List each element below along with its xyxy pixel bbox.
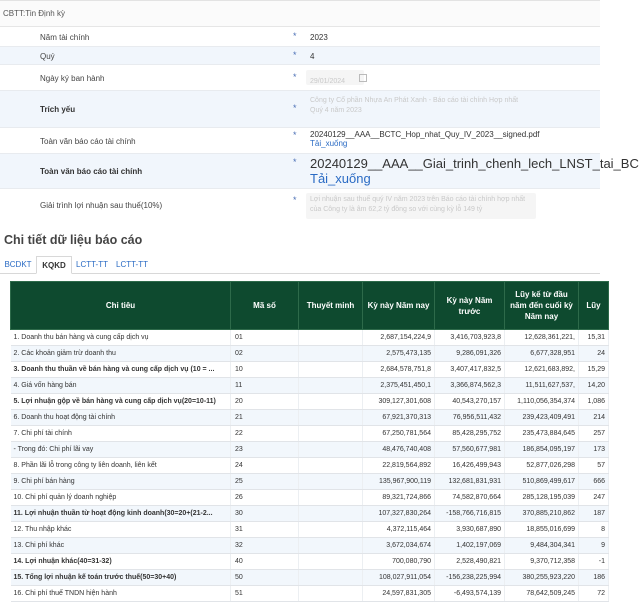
row-note (299, 554, 363, 570)
col-header-ytd: Lũy kế từ đầu năm đến cuối kỳ Năm nay (505, 282, 579, 330)
table-row (11, 522, 609, 538)
row-ytd-prev: 214 (579, 410, 609, 426)
row-previous: 76,956,511,432 (435, 410, 505, 426)
profit-explanation-label: Giải trình lợi nhuận sau thuế(10%) (40, 201, 163, 210)
explanation-file-label: Toàn văn báo cáo tài chính (40, 167, 143, 176)
row-code: 23 (231, 442, 299, 458)
row-indicator: 14. Lợi nhuận khác(40=31-32) (11, 554, 231, 570)
col-header-current: Kỳ này Năm nay (363, 282, 435, 330)
calendar-icon[interactable] (359, 74, 367, 82)
row-code: 32 (231, 538, 299, 554)
row-note (299, 570, 363, 586)
row-code: 21 (231, 410, 299, 426)
row-ytd-prev: 8 (579, 522, 609, 538)
fiscal-year-value[interactable]: 2023 (310, 33, 328, 42)
row-ytd: 52,877,026,298 (505, 458, 579, 474)
full-report-file (310, 130, 540, 148)
quarter-value[interactable]: 4 (310, 52, 315, 61)
fiscal-year-label: Năm tài chính (40, 33, 90, 42)
row-indicator: 8. Phần lãi lỗ trong công ty liên doanh, liên kết (11, 458, 231, 474)
row-indicator: 4. Giá vốn hàng bán (11, 378, 231, 394)
row-indicator: 11. Lợi nhuận thuần từ hoạt động kinh doanh(30=20+(21-2... (11, 506, 231, 522)
row-indicator: 5. Lợi nhuận gộp về bán hàng và cung cấp dịch vụ(20=10-11) (11, 394, 231, 410)
row-note (299, 442, 363, 458)
table-row (11, 410, 609, 426)
row-note (299, 410, 363, 426)
row-ytd: 12,628,361,221, (505, 330, 579, 346)
row-indicator: 16. Chi phí thuế TNDN hiện hành (11, 586, 231, 602)
row-note (299, 394, 363, 410)
row-note (299, 362, 363, 378)
row-code: 22 (231, 426, 299, 442)
row-ytd: 239,423,409,491 (505, 410, 579, 426)
row-ytd-prev: 173 (579, 442, 609, 458)
row-note (299, 538, 363, 554)
row-code: 51 (231, 586, 299, 602)
row-current: 108,027,911,054 (363, 570, 435, 586)
row-previous: 2,528,490,821 (435, 554, 505, 570)
row-note (299, 346, 363, 362)
col-header-indicator: Chỉ tiêu (11, 282, 231, 330)
profit-explanation-field[interactable] (306, 193, 536, 219)
row-ytd: 510,869,499,617 (505, 474, 579, 490)
required-marker: * (293, 72, 297, 82)
row-previous: 3,930,687,890 (435, 522, 505, 538)
row-current: 2,575,473,135 (363, 346, 435, 362)
profit-explanation-value: Lợi nhuận sau thuế quý IV năm 2023 trên Báo cáo tài chính hợp nhất của Công ty là âm 62,2 tỷ đồng so với cùng kỳ lỗ 149 tỷ (310, 196, 526, 213)
row-code: 25 (231, 474, 299, 490)
row-ytd-prev: 57 (579, 458, 609, 474)
row-indicator: 3. Doanh thu thuần về bán hàng và cung cấp dịch vụ (10 = ... (11, 362, 231, 378)
row-ytd: 380,255,923,220 (505, 570, 579, 586)
row-ytd-prev: 9 (579, 538, 609, 554)
row-ytd: 186,854,095,197 (505, 442, 579, 458)
row-current: 22,819,564,892 (363, 458, 435, 474)
row-current: 4,372,115,464 (363, 522, 435, 538)
row-current: 2,684,578,751,8 (363, 362, 435, 378)
download-link[interactable]: Tải_xuống (310, 171, 371, 186)
row-indicator: - Trong đó: Chi phí lãi vay (11, 442, 231, 458)
row-ytd: 285,128,195,039 (505, 490, 579, 506)
row-previous: -156,238,225,994 (435, 570, 505, 586)
row-indicator: 15. Tổng lợi nhuận kế toán trước thuế(50=30+40) (11, 570, 231, 586)
row-ytd-prev: 15,29 (579, 362, 609, 378)
form-row-profit-explanation (0, 189, 600, 221)
row-indicator: 13. Chi phí khác (11, 538, 231, 554)
row-ytd-prev: 72 (579, 586, 609, 602)
row-ytd-prev: 14,20 (579, 378, 609, 394)
download-link[interactable]: Tải_xuống (310, 139, 348, 148)
row-indicator: 9. Chi phí bán hàng (11, 474, 231, 490)
row-code: 50 (231, 570, 299, 586)
row-current: 107,327,830,264 (363, 506, 435, 522)
issue-date-value: 29/01/2024 (310, 78, 346, 85)
required-marker: * (293, 130, 297, 140)
row-code: 31 (231, 522, 299, 538)
required-marker: * (293, 157, 297, 167)
issue-date-field[interactable] (306, 70, 364, 85)
row-code: 40 (231, 554, 299, 570)
row-previous: -6,493,574,139 (435, 586, 505, 602)
col-header-previous: Kỳ này Năm trước (435, 282, 505, 330)
col-header-ytd-prev: Lũy (579, 282, 609, 330)
row-indicator: 1. Doanh thu bán hàng và cung cấp dịch vụ (11, 330, 231, 346)
required-marker: * (293, 50, 297, 60)
income-statement-table (10, 281, 605, 600)
form-row-explanation-file (0, 154, 639, 189)
row-code: 10 (231, 362, 299, 378)
table-row (11, 506, 609, 522)
row-note (299, 586, 363, 602)
row-ytd: 370,885,210,862 (505, 506, 579, 522)
report-title: Chi tiết dữ liệu báo cáo (4, 233, 143, 247)
form-row-quarter (0, 47, 600, 65)
row-previous: 3,416,703,923,8 (435, 330, 505, 346)
row-previous: 74,582,870,664 (435, 490, 505, 506)
table-row (11, 442, 609, 458)
row-current: 135,967,900,119 (363, 474, 435, 490)
table-row (11, 346, 609, 362)
summary-field[interactable] (306, 94, 536, 124)
row-previous: 16,426,499,943 (435, 458, 505, 474)
row-current: 67,250,781,564 (363, 426, 435, 442)
announcement-form (0, 0, 639, 222)
table-row (11, 394, 609, 410)
row-note (299, 426, 363, 442)
required-marker: * (293, 103, 297, 113)
row-previous: 3,407,417,832,5 (435, 362, 505, 378)
row-current: 700,080,790 (363, 554, 435, 570)
summary-label: Trích yếu (40, 105, 76, 114)
row-code: 02 (231, 346, 299, 362)
table-row (11, 378, 609, 394)
row-ytd-prev: 187 (579, 506, 609, 522)
row-ytd-prev: 186 (579, 570, 609, 586)
explanation-file (310, 156, 639, 186)
row-ytd: 11,511,627,537, (505, 378, 579, 394)
table-row (11, 426, 609, 442)
row-indicator: 6. Doanh thu hoạt động tài chính (11, 410, 231, 426)
row-ytd-prev: 24 (579, 346, 609, 362)
row-previous: 1,402,197,069 (435, 538, 505, 554)
row-previous: 57,560,677,981 (435, 442, 505, 458)
row-previous: -158,766,716,815 (435, 506, 505, 522)
row-current: 309,127,301,608 (363, 394, 435, 410)
row-indicator: 10. Chi phí quản lý doanh nghiệp (11, 490, 231, 506)
row-current: 48,476,740,408 (363, 442, 435, 458)
row-ytd-prev: -1 (579, 554, 609, 570)
report-tabs (0, 256, 600, 274)
tab-kqkd[interactable]: KQKD (36, 256, 72, 274)
row-ytd: 1,110,056,354,374 (505, 394, 579, 410)
form-row-summary (0, 91, 600, 128)
row-note (299, 506, 363, 522)
table-row (11, 458, 609, 474)
form-row-issue-date (0, 65, 600, 91)
row-ytd: 6,677,328,951 (505, 346, 579, 362)
row-ytd: 235,473,884,645 (505, 426, 579, 442)
tab-bcdkt[interactable]: BCDKT (4, 260, 32, 269)
row-ytd-prev: 666 (579, 474, 609, 490)
required-marker: * (293, 195, 297, 205)
tab-lctt-tt-2[interactable]: LCTT-TT (116, 260, 148, 269)
table-row (11, 330, 609, 346)
row-ytd: 78,642,509,245 (505, 586, 579, 602)
row-note (299, 522, 363, 538)
table-row (11, 570, 609, 586)
row-code: 11 (231, 378, 299, 394)
row-previous: 85,428,295,752 (435, 426, 505, 442)
row-note (299, 490, 363, 506)
row-code: 26 (231, 490, 299, 506)
row-note (299, 458, 363, 474)
row-code: 30 (231, 506, 299, 522)
row-current: 2,375,451,450,1 (363, 378, 435, 394)
row-previous: 3,366,874,562,3 (435, 378, 505, 394)
row-indicator: 2. Các khoản giảm trừ doanh thu (11, 346, 231, 362)
row-previous: 40,543,270,157 (435, 394, 505, 410)
row-code: 24 (231, 458, 299, 474)
row-code: 01 (231, 330, 299, 346)
full-report-filename: 20240129__AAA__BCTC_Hop_nhat_Quy_IV_2023__signed.pdf (310, 130, 540, 139)
row-current: 89,321,724,866 (363, 490, 435, 506)
form-row-full-report (0, 128, 600, 154)
col-header-note: Thuyết minh (299, 282, 363, 330)
row-ytd: 9,370,712,358 (505, 554, 579, 570)
table-row (11, 554, 609, 570)
row-ytd: 12,621,683,892, (505, 362, 579, 378)
form-row-fiscal-year (0, 27, 600, 47)
full-report-label: Toàn văn báo cáo tài chính (40, 137, 136, 146)
row-note (299, 378, 363, 394)
table-row (11, 490, 609, 506)
row-previous: 132,681,831,931 (435, 474, 505, 490)
row-ytd: 9,484,304,341 (505, 538, 579, 554)
row-indicator: 7. Chi phí tài chính (11, 426, 231, 442)
table-row (11, 586, 609, 602)
col-header-code: Mã số (231, 282, 299, 330)
row-current: 3,672,034,674 (363, 538, 435, 554)
table-row (11, 474, 609, 490)
row-note (299, 330, 363, 346)
row-current: 67,921,370,313 (363, 410, 435, 426)
required-marker: * (293, 31, 297, 41)
row-current: 24,597,831,305 (363, 586, 435, 602)
row-ytd: 18,855,016,699 (505, 522, 579, 538)
row-ytd-prev: 1,086 (579, 394, 609, 410)
table-row (11, 538, 609, 554)
row-ytd-prev: 247 (579, 490, 609, 506)
summary-value: Công ty Cổ phần Nhựa An Phát Xanh - Báo cáo tài chính Hợp nhất Quý 4 năm 2023 (310, 97, 519, 114)
issue-date-label: Ngày ký ban hành (40, 74, 105, 83)
row-indicator: 12. Thu nhập khác (11, 522, 231, 538)
explanation-filename: 20240129__AAA__Giai_trinh_chenh_lech_LNST_tai_BC (310, 156, 639, 171)
table-header-row (11, 282, 609, 330)
section-title: CBTT:Tin Định kỳ (0, 1, 600, 27)
row-previous: 9,286,091,326 (435, 346, 505, 362)
row-ytd-prev: 15,31 (579, 330, 609, 346)
quarter-label: Quý (40, 52, 55, 61)
row-ytd-prev: 257 (579, 426, 609, 442)
row-current: 2,687,154,224,9 (363, 330, 435, 346)
table-row (11, 362, 609, 378)
row-note (299, 474, 363, 490)
row-code: 20 (231, 394, 299, 410)
tab-lctt-tt[interactable]: LCTT-TT (76, 260, 108, 269)
